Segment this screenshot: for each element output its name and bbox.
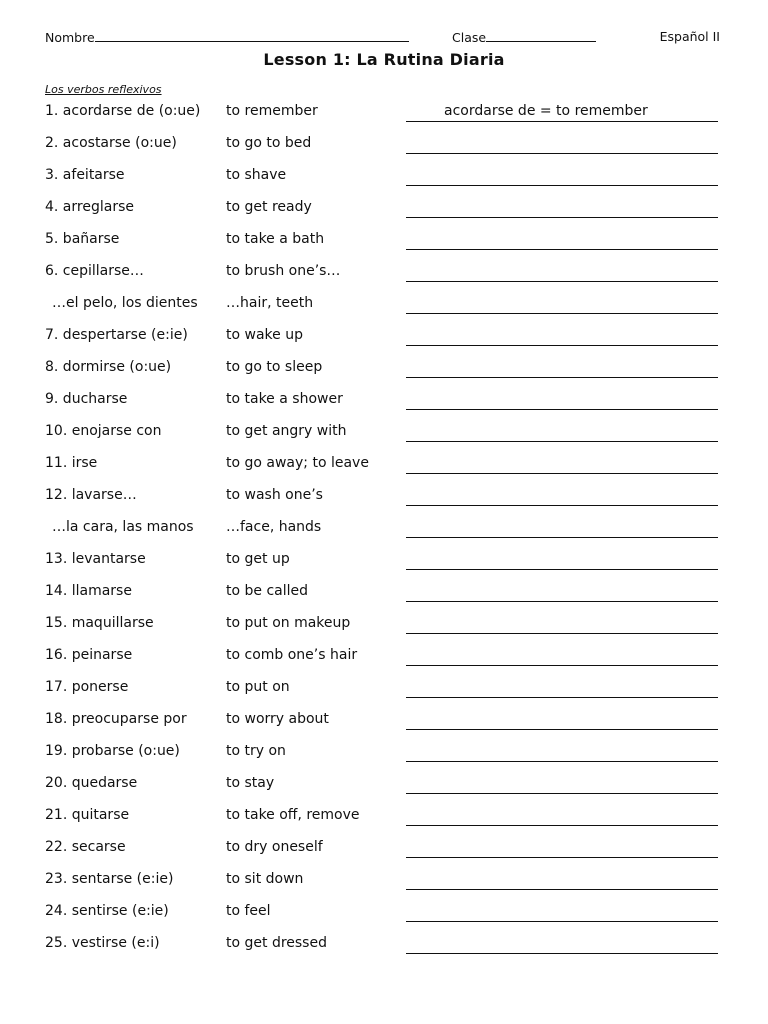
answer-line[interactable]	[406, 825, 718, 826]
spanish-verb: 10. enojarse con	[45, 423, 162, 439]
spanish-verb: 19. probarse (o:ue)	[45, 743, 180, 759]
spanish-verb: 16. peinarse	[45, 647, 133, 663]
english-meaning: to be called	[226, 583, 309, 599]
english-meaning: to brush one’s…	[226, 263, 341, 279]
english-meaning: to remember	[226, 103, 318, 119]
vocab-row	[0, 867, 768, 899]
english-meaning: to go to bed	[226, 135, 312, 151]
answer-line[interactable]	[406, 153, 718, 154]
spanish-verb: 14. llamarse	[45, 583, 132, 599]
answer-line[interactable]	[406, 857, 718, 858]
vocab-row	[0, 835, 768, 867]
english-meaning: to worry about	[226, 711, 329, 727]
answer-line[interactable]	[406, 345, 718, 346]
vocab-row	[0, 611, 768, 643]
english-meaning: to take a shower	[226, 391, 343, 407]
vocab-row	[0, 803, 768, 835]
english-meaning: to sit down	[226, 871, 304, 887]
answer-line[interactable]	[406, 409, 718, 410]
answer-line[interactable]	[406, 569, 718, 570]
vocab-row	[0, 771, 768, 803]
vocab-row	[0, 99, 768, 131]
spanish-verb: 20. quedarse	[45, 775, 138, 791]
answer-line[interactable]	[406, 313, 718, 314]
answer-line[interactable]	[406, 217, 718, 218]
spanish-verb: 5. bañarse	[45, 231, 120, 247]
vocab-row	[0, 451, 768, 483]
spanish-verb: 13. levantarse	[45, 551, 146, 567]
spanish-verb: 21. quitarse	[45, 807, 130, 823]
vocab-row	[0, 739, 768, 771]
vocab-row	[0, 579, 768, 611]
nombre-field[interactable]	[45, 29, 409, 45]
spanish-verb: 7. despertarse (e:ie)	[45, 327, 188, 343]
english-meaning: to put on makeup	[226, 615, 351, 631]
spanish-verb: 12. lavarse…	[45, 487, 137, 503]
answer-line[interactable]	[406, 665, 718, 666]
answer-line[interactable]	[406, 761, 718, 762]
answer-line[interactable]	[406, 121, 718, 122]
spanish-verb: 25. vestirse (e:i)	[45, 935, 160, 951]
english-meaning: to stay	[226, 775, 275, 791]
spanish-verb: 1. acordarse de (o:ue)	[45, 103, 201, 119]
english-meaning: to shave	[226, 167, 287, 183]
english-meaning: to dry oneself	[226, 839, 323, 855]
worksheet-header	[45, 29, 720, 47]
spanish-verb: 6. cepillarse…	[45, 263, 144, 279]
vocab-row	[0, 131, 768, 163]
answer-line[interactable]	[406, 953, 718, 954]
section-label: Los verbos reflexivos	[45, 83, 162, 96]
spanish-verb: …la cara, las manos	[52, 519, 194, 535]
vocab-row	[0, 899, 768, 931]
vocab-row	[0, 675, 768, 707]
vocab-row	[0, 547, 768, 579]
spanish-verb: 15. maquillarse	[45, 615, 154, 631]
vocab-row	[0, 387, 768, 419]
english-meaning: to go to sleep	[226, 359, 323, 375]
answer-line[interactable]	[406, 601, 718, 602]
spanish-verb: …el pelo, los dientes	[52, 295, 198, 311]
english-meaning: to get dressed	[226, 935, 327, 951]
spanish-verb: 23. sentarse (e:ie)	[45, 871, 174, 887]
spanish-verb: 11. irse	[45, 455, 98, 471]
english-meaning: to take a bath	[226, 231, 325, 247]
spanish-verb: 2. acostarse (o:ue)	[45, 135, 177, 151]
answer-line[interactable]	[406, 505, 718, 506]
english-meaning: to try on	[226, 743, 286, 759]
vocab-row	[0, 419, 768, 451]
english-meaning: to feel	[226, 903, 271, 919]
clase-blank[interactable]	[486, 29, 596, 42]
answer-line[interactable]	[406, 249, 718, 250]
vocab-row	[0, 643, 768, 675]
english-meaning: to get ready	[226, 199, 312, 215]
example-answer: acordarse de = to remember	[444, 103, 648, 119]
answer-line[interactable]	[406, 729, 718, 730]
answer-line[interactable]	[406, 441, 718, 442]
answer-line[interactable]	[406, 793, 718, 794]
answer-line[interactable]	[406, 537, 718, 538]
spanish-verb: 24. sentirse (e:ie)	[45, 903, 169, 919]
vocabulary-list	[0, 99, 768, 963]
clase-field[interactable]	[452, 29, 596, 45]
spanish-verb: 3. afeitarse	[45, 167, 125, 183]
answer-line[interactable]	[406, 473, 718, 474]
answer-line[interactable]	[406, 281, 718, 282]
english-meaning: …face, hands	[226, 519, 322, 535]
nombre-label: Nombre	[45, 30, 95, 45]
vocab-row	[0, 227, 768, 259]
vocab-row	[0, 323, 768, 355]
answer-line[interactable]	[406, 377, 718, 378]
spanish-verb: 22. secarse	[45, 839, 126, 855]
vocab-row	[0, 483, 768, 515]
spanish-verb: 8. dormirse (o:ue)	[45, 359, 172, 375]
answer-line[interactable]	[406, 185, 718, 186]
spanish-verb: 4. arreglarse	[45, 199, 134, 215]
spanish-verb: 17. ponerse	[45, 679, 129, 695]
vocab-row	[0, 707, 768, 739]
english-meaning: to wake up	[226, 327, 303, 343]
answer-line[interactable]	[406, 633, 718, 634]
course-name: Español II	[659, 29, 720, 44]
english-meaning: to take off, remove	[226, 807, 360, 823]
english-meaning: to comb one’s hair	[226, 647, 358, 663]
vocab-row	[0, 163, 768, 195]
vocab-row	[0, 291, 768, 323]
english-meaning: to get up	[226, 551, 290, 567]
nombre-blank[interactable]	[95, 29, 409, 42]
answer-line[interactable]	[406, 921, 718, 922]
english-meaning: …hair, teeth	[226, 295, 314, 311]
spanish-verb: 9. ducharse	[45, 391, 128, 407]
answer-line[interactable]	[406, 889, 718, 890]
spanish-verb: 18. preocuparse por	[45, 711, 187, 727]
english-meaning: to get angry with	[226, 423, 347, 439]
english-meaning: to put on	[226, 679, 290, 695]
vocab-row	[0, 195, 768, 227]
english-meaning: to go away; to leave	[226, 455, 369, 471]
english-meaning: to wash one’s	[226, 487, 323, 503]
page-title: Lesson 1: La Rutina Diaria	[263, 50, 505, 69]
answer-line[interactable]	[406, 697, 718, 698]
vocab-row	[0, 355, 768, 387]
vocab-row	[0, 931, 768, 963]
vocab-row	[0, 515, 768, 547]
clase-label: Clase	[452, 30, 487, 45]
vocab-row	[0, 259, 768, 291]
